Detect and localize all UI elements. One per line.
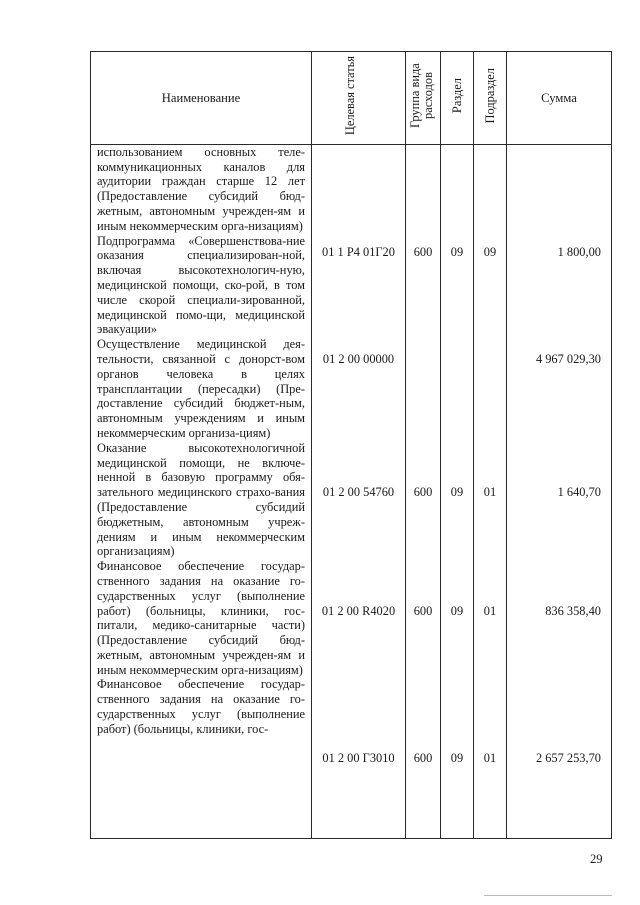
header-expense-group: Группа вида расходов [406, 52, 441, 145]
table-body-row [91, 144, 612, 838]
row-name-4: Оказание высокотехнологичной медицинской помощи, не включе-ненной в базовую программу обя-зательного медицинского страхо-вания (Предоставление субсидий бюджетным, автономным учреж-дениям и иным некоммерческим организациям) [97, 440, 305, 559]
header-section: Раздел [441, 52, 474, 145]
row-target-article-3: 01 2 00 54760 [322, 484, 395, 499]
header-target-article: Целевая статья [312, 52, 406, 145]
row-expense-group-5: 600 [413, 750, 433, 765]
row-amount-3: 1 640,70 [557, 484, 601, 499]
row-expense-group-4: 600 [413, 603, 433, 618]
row-name-5: Финансовое обеспечение государ-ственного задания на оказание го-сударственных услуг (выполнение работ) (больницы, клиники, гос-питали, медико-санитарные части) (Предоставление субсидий бюд-жетным, автономным учрежден-ям и иным некоммерческим орга-низациям) [97, 559, 305, 677]
row-subsection-4: 01 [483, 603, 497, 618]
table-header-row [91, 52, 612, 145]
row-amount-5: 2 657 253,70 [535, 750, 601, 765]
footer-divider [484, 895, 612, 896]
row-amount-1: 1 800,00 [557, 244, 601, 259]
subsection-column [474, 144, 507, 838]
expense-group-column [406, 144, 441, 838]
row-section-1: 09 [450, 244, 464, 259]
row-amount-2: 4 967 029,30 [535, 351, 601, 366]
name-column [91, 144, 312, 838]
row-target-article-5: 01 2 00 Г3010 [322, 750, 395, 765]
row-name-2: Подпрограмма «Совершенствова-ние оказания специализирован-ной, включая высокотехнологич-ную, медицинской помощи, ско-рой, в том числе скорой специали-зированной, медицинской помо-щи, медицинской эвакуации» [97, 233, 305, 337]
row-name-1: использованием основных теле-коммуникационных каналов для аудитории граждан старше 12 лет (Предоставление субсидий бюд-жетным, автономным учрежден-ям и иным некоммерческим орга-низациям) [97, 144, 305, 233]
header-amount: Сумма [507, 52, 612, 145]
row-target-article-2: 01 2 00 00000 [322, 351, 395, 366]
row-expense-group-3: 600 [413, 484, 433, 499]
header-subsection: Подраздел [474, 52, 507, 145]
row-expense-group-1: 600 [413, 244, 433, 259]
row-target-article-1: 01 1 Р4 01Г20 [322, 244, 395, 259]
budget-table [90, 51, 612, 839]
section-column [441, 144, 474, 838]
row-subsection-1: 09 [483, 244, 497, 259]
row-section-4: 09 [450, 603, 464, 618]
amount-column [507, 144, 612, 838]
row-section-5: 09 [450, 750, 464, 765]
row-subsection-3: 01 [483, 484, 497, 499]
row-amount-4: 836 358,40 [545, 603, 601, 618]
row-target-article-4: 01 2 00 R4020 [321, 603, 396, 618]
row-subsection-5: 01 [483, 750, 497, 765]
target-article-column [312, 144, 406, 838]
row-name-6: Финансовое обеспечение государ-ственного задания на оказание го-сударственных услуг (выполнение работ) (больницы, клиники, гос- [97, 677, 305, 736]
row-section-3: 09 [450, 484, 464, 499]
page-number: 29 [590, 852, 603, 866]
row-name-3: Осуществление медицинской дея-тельности, связанной с донорст-вом органов человека в целях трансплантации (пересадки) (Пре-доставление субсидий бюджет-ным, автономным учреждениям и иным некоммерческим организа-циям) [97, 337, 305, 440]
header-name: Наименование [91, 52, 312, 145]
